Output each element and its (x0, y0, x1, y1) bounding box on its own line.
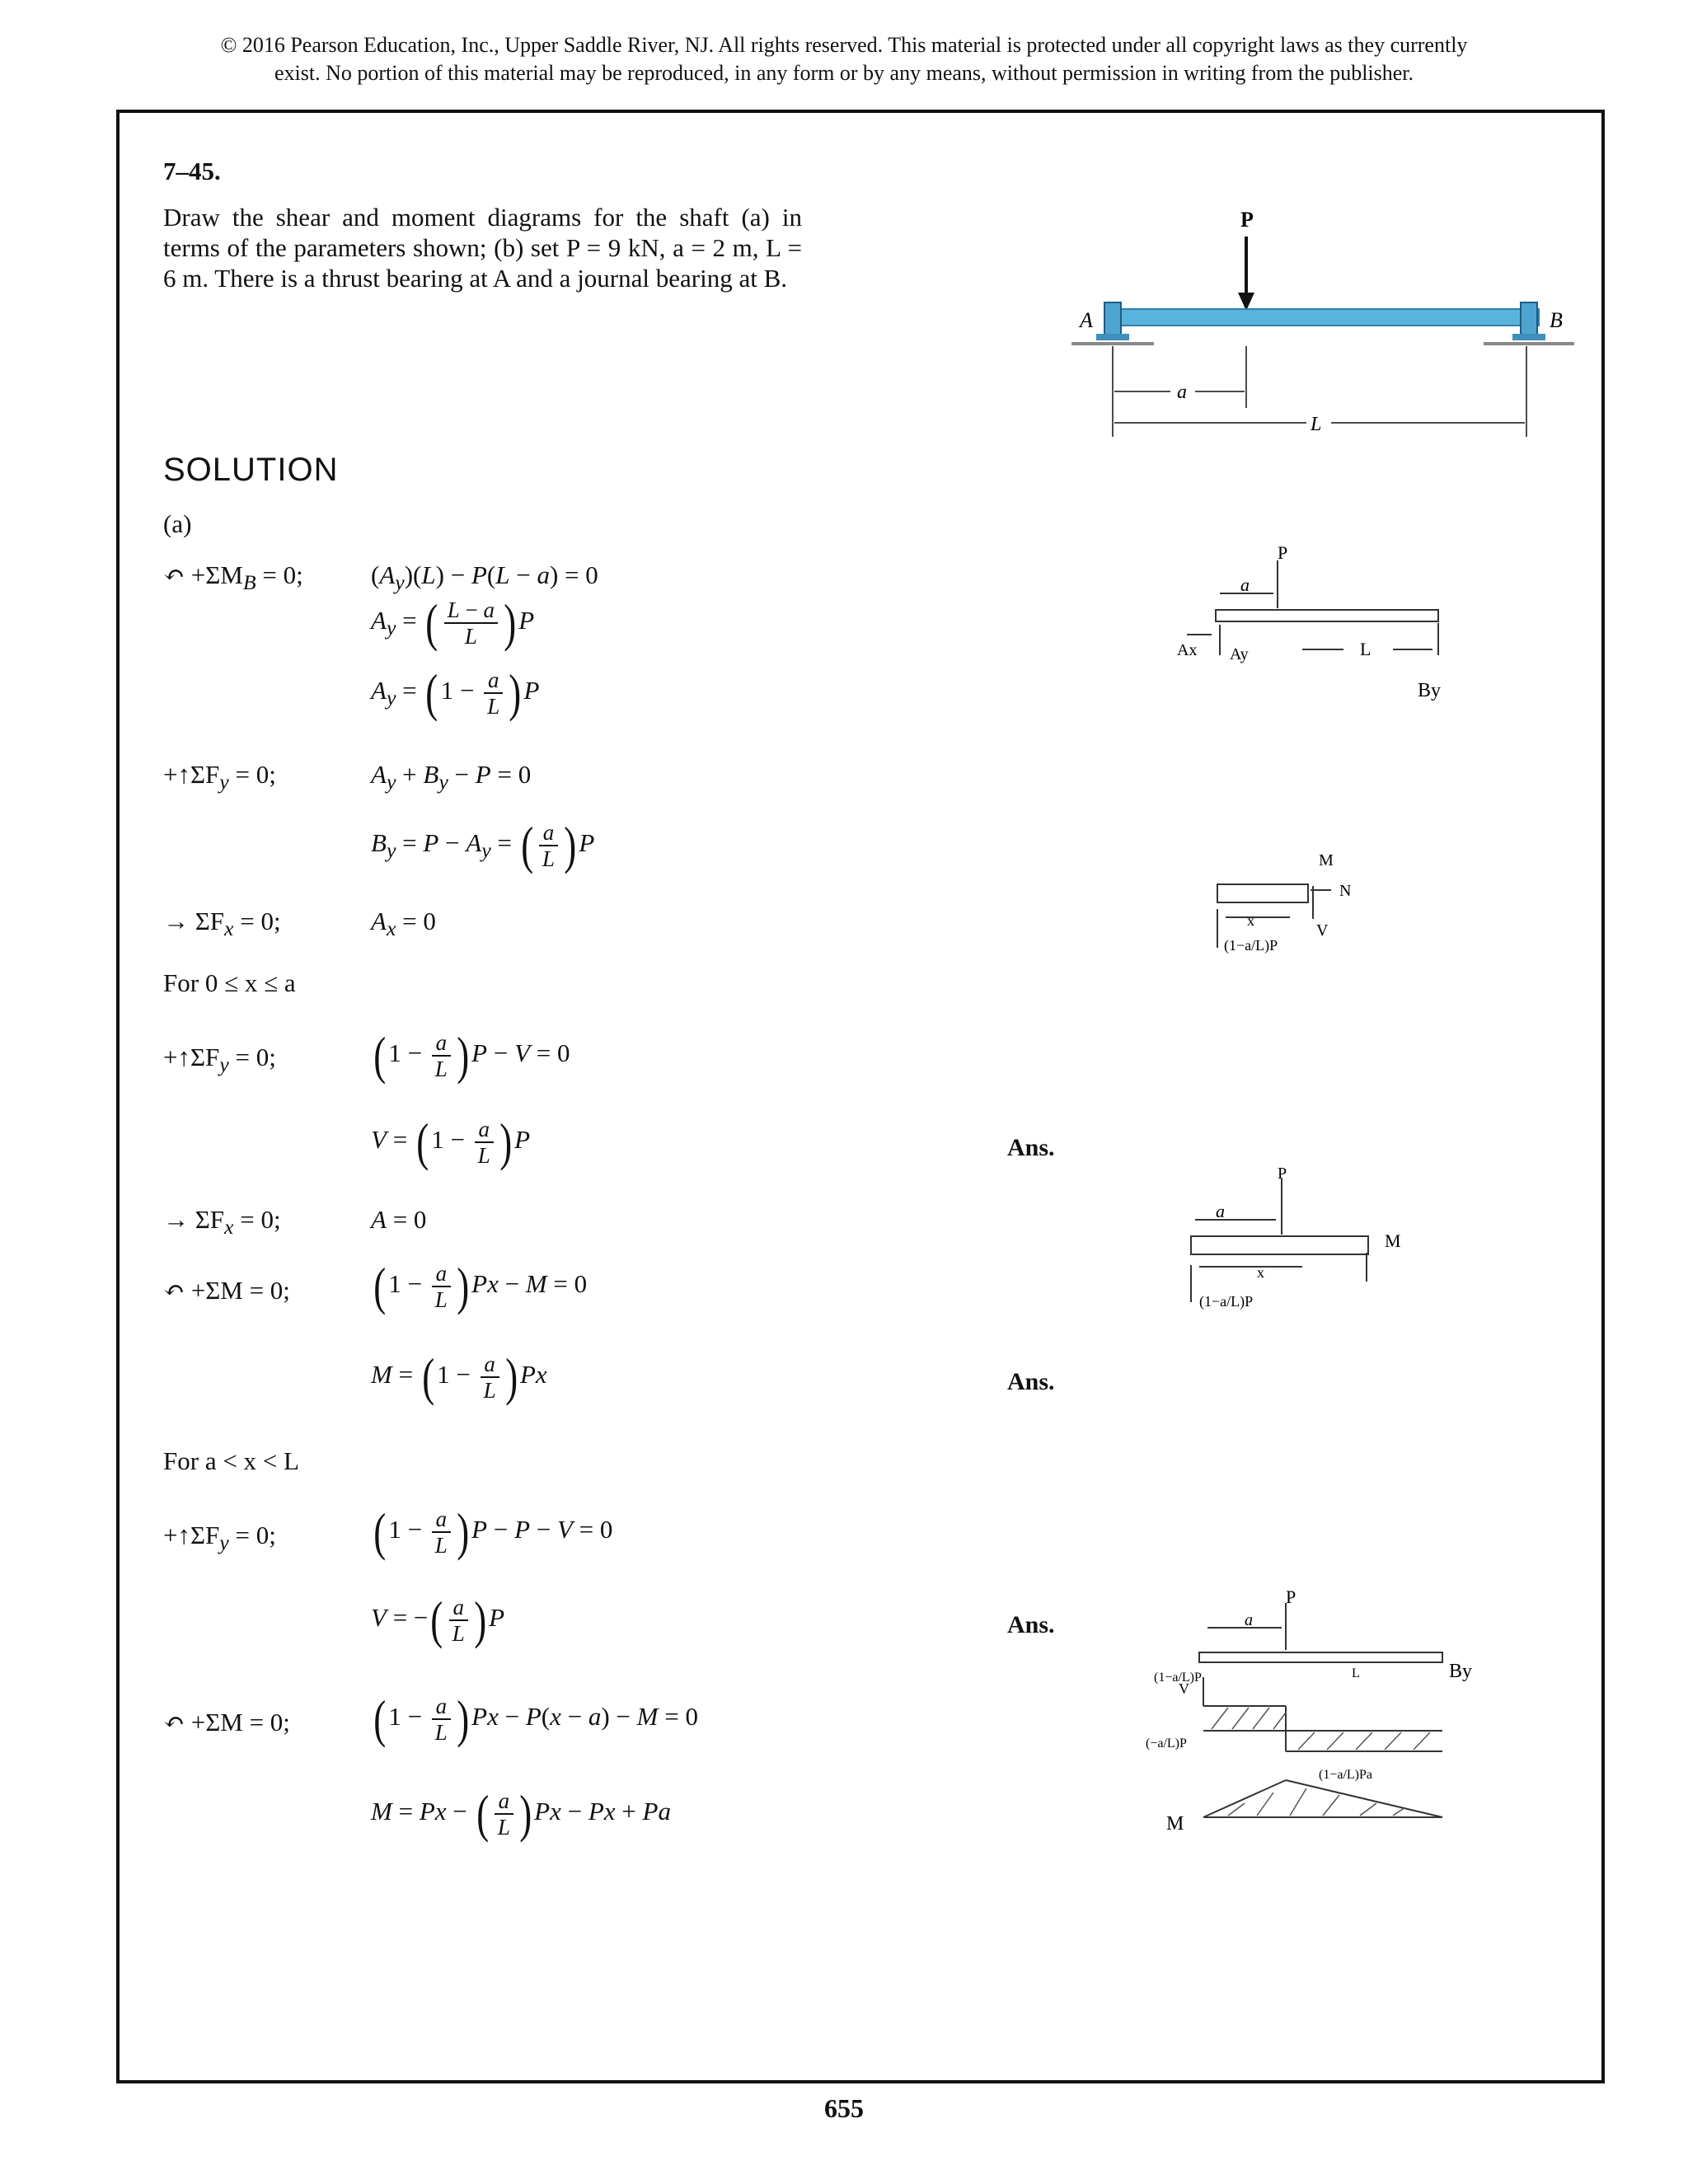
answer-marker-3: Ans. (1007, 1611, 1055, 1638)
sum-fy-label-1: $+↑\Sigma F_y = 0$; (163, 760, 276, 794)
fbd3-force: (1−a/L)P (1199, 1293, 1254, 1310)
fbd-sketch-2 (1207, 845, 1405, 960)
sum-m-label-1: ↶ +ΣM = 0; (163, 1276, 290, 1305)
diag-mmax: (1−a/L)Pa (1319, 1768, 1372, 1782)
fbd1-l: L (1360, 639, 1372, 659)
dim-l-label: L (1311, 414, 1322, 435)
shaft-figure (1063, 202, 1591, 441)
equation-fy-2: ( 1 − $\frac{a}{L}$ ) P − V = 0 (373, 1026, 570, 1085)
fbd1-ay: Ay (1230, 645, 1249, 663)
support-b-label: B (1550, 308, 1563, 332)
diag-a: a (1245, 1611, 1253, 1629)
fbd-sketch-3 (1179, 1158, 1426, 1315)
equation-m-4: M = Px − ( $\frac{a}{L}$ ) Px − Px + Pa (371, 1784, 671, 1843)
sum-fy-label-3: $+↑\Sigma F_y = 0$; (163, 1521, 276, 1555)
fbd3-a: a (1216, 1201, 1225, 1221)
fbd2-x: x (1247, 912, 1254, 929)
diag-v: V (1179, 1680, 1189, 1697)
fbd-sketch-1 (1170, 544, 1467, 721)
solution-heading: SOLUTION (163, 452, 339, 488)
part-label: (a) (163, 509, 192, 538)
diag-m: M (1166, 1813, 1184, 1835)
copyright-line-1: © 2016 Pearson Education, Inc., Upper Saddle River, NJ. All rights reserved. This material is protected under all copyright laws as they currently (220, 33, 1468, 57)
equation-m-1: ( 1 − $\frac{a}{L}$ ) Px − M = 0 (373, 1257, 588, 1315)
fbd2-v: V (1316, 921, 1329, 940)
answer-marker-1: Ans. (1007, 1134, 1055, 1161)
problem-number: 7–45. (163, 157, 221, 185)
fbd1-a: a (1240, 574, 1250, 595)
equation-v-2: V = −( $\frac{a}{L}$ ) P (371, 1591, 504, 1649)
range-label-1: For 0 ≤ x ≤ a (163, 968, 296, 997)
equation-m-2: M = ( 1 − $\frac{a}{L}$ ) Px (371, 1347, 547, 1406)
fbd3-x: x (1257, 1264, 1264, 1281)
fbd3-m: M (1385, 1230, 1401, 1251)
equation-moment-b: $(A_y)(L) - P(L - a) = 0$ (371, 560, 598, 595)
equation-m-3: ( 1 − $\frac{a}{L}$ ) Px − P(x − a) − M = 0 (373, 1690, 698, 1748)
copyright-notice (82, 31, 1606, 87)
diag-l: L (1352, 1666, 1360, 1680)
shear-moment-diagrams (1121, 1582, 1484, 1838)
equation-axial: A = 0 (371, 1205, 427, 1234)
fbd2-n: N (1339, 882, 1352, 900)
support-a-label: A (1080, 308, 1093, 332)
load-label: P (1240, 208, 1254, 232)
equation-fy-1: $A_y + B_y - P = 0$ (371, 760, 532, 794)
equation-fy-3: ( 1 − $\frac{a}{L}$ ) P − P − V = 0 (373, 1502, 613, 1561)
copyright-line-2: exist. No portion of this material may be reproduced, in any form or by any means, without permission in writing from the publisher. (274, 61, 1414, 85)
sum-m-label-2: ↶ +ΣM = 0; (163, 1708, 290, 1736)
fbd1-ax: Ax (1177, 641, 1198, 659)
fbd3-p: P (1278, 1165, 1287, 1183)
range-label-2: For a < x < L (163, 1446, 299, 1475)
equation-v-1: V = ( 1 − $\frac{a}{L}$ ) P (371, 1113, 530, 1171)
equation-by: $B_y = P - A_y$ = ( $\frac{a}{L}$ ) P (371, 816, 595, 874)
answer-marker-2: Ans. (1007, 1368, 1055, 1395)
sum-mb-label: ↶ $+\Sigma M_B = 0$; (163, 560, 303, 595)
diag-by: By (1449, 1661, 1473, 1682)
fbd2-m: M (1319, 851, 1334, 869)
sum-fy-label-2: $+↑\Sigma F_y = 0$; (163, 1043, 276, 1077)
diag-v1: (1−a/L)P (1154, 1671, 1202, 1685)
fbd1-by: By (1418, 680, 1442, 701)
equation-ay-1: $A_y$ = ( $\frac{L - a}{L}$ ) P (371, 593, 535, 652)
diag-r: P (1286, 1586, 1296, 1607)
equation-ax: $A_x = 0$ (371, 907, 436, 941)
fbd2-force: (1−a/L)P (1224, 937, 1278, 954)
diag-v2: (−a/L)P (1146, 1736, 1187, 1750)
page-number: 655 (824, 2093, 864, 2123)
dim-a-label: a (1177, 382, 1187, 403)
sum-fx-label-1: → $\Sigma F_x = 0$; (163, 907, 281, 941)
fbd1-p: P (1278, 544, 1288, 563)
problem-statement: Draw the shear and moment diagrams for the shaft (a) in terms of the parameters shown; (b) set P = 9 kN, a = 2 m, L = 6 m. There is a thrust bearing at A and a journal bearing at B. (163, 203, 802, 293)
sum-fx-label-2: → $\Sigma F_x = 0$; (163, 1205, 281, 1240)
equation-ay-2: $A_y$ = ( 1 − $\frac{a}{L}$ ) P (371, 663, 540, 722)
